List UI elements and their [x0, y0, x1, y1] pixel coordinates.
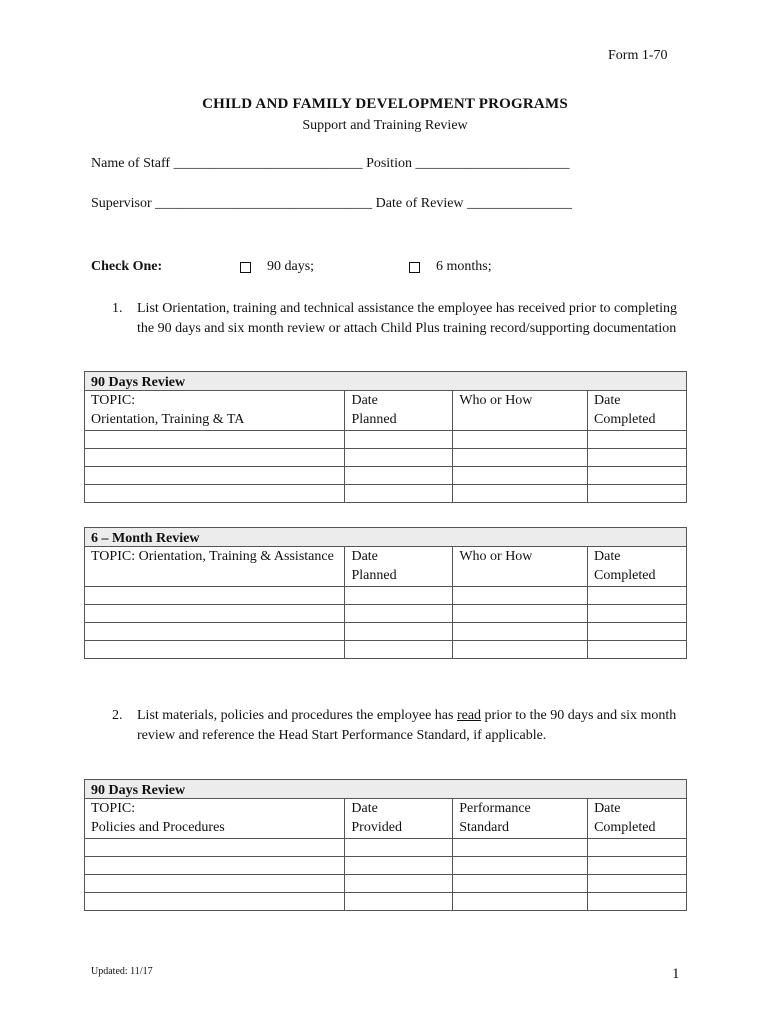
- table-cell[interactable]: [453, 893, 588, 911]
- table-cell[interactable]: [85, 485, 345, 503]
- table-cell[interactable]: [588, 857, 687, 875]
- column-performance-standard: Performance Standard: [453, 799, 588, 839]
- table-cell[interactable]: [85, 605, 345, 623]
- table-cell[interactable]: [345, 467, 453, 485]
- table-cell[interactable]: [588, 875, 687, 893]
- table-cell[interactable]: [588, 449, 687, 467]
- table-cell[interactable]: [85, 431, 345, 449]
- table-cell[interactable]: [588, 587, 687, 605]
- table-cell[interactable]: [85, 893, 345, 911]
- name-of-staff-field[interactable]: ___________________________: [173, 156, 363, 171]
- table-cell[interactable]: [85, 587, 345, 605]
- position-field[interactable]: ______________________: [415, 156, 570, 171]
- table-cell[interactable]: [345, 485, 453, 503]
- table-cell[interactable]: [85, 623, 345, 641]
- table-90-days-policies: [84, 779, 687, 911]
- supervisor-label: Supervisor: [91, 196, 152, 211]
- item-1-number: 1.: [112, 301, 123, 316]
- table-row: [85, 605, 687, 623]
- table-row: [85, 857, 687, 875]
- column-topic: TOPIC: Orientation, Training & Assistance: [85, 547, 345, 587]
- table-cell[interactable]: [85, 839, 345, 857]
- table-cell[interactable]: [588, 467, 687, 485]
- column-date-completed: Date Completed: [588, 547, 687, 587]
- column-who-or-how: Who or How: [453, 391, 588, 431]
- table-cell[interactable]: [85, 449, 345, 467]
- column-topic: TOPIC: Policies and Procedures: [85, 799, 345, 839]
- option-6-months[interactable]: [409, 259, 492, 275]
- table-row: [85, 623, 687, 641]
- table-cell[interactable]: [345, 641, 453, 659]
- table-cell[interactable]: [345, 449, 453, 467]
- check-one-label: Check One:: [91, 259, 163, 274]
- table-cell[interactable]: [453, 857, 588, 875]
- table-cell[interactable]: [453, 641, 588, 659]
- supervisor-field[interactable]: _______________________________: [155, 196, 373, 211]
- column-date-completed: Date Completed: [588, 391, 687, 431]
- table-cell[interactable]: [588, 839, 687, 857]
- table-header: 90 Days Review: [85, 372, 687, 391]
- document-title: CHILD AND FAMILY DEVELOPMENT PROGRAMS: [202, 96, 568, 112]
- table-header: 90 Days Review: [85, 780, 687, 799]
- item-2-number: 2.: [112, 708, 123, 723]
- table-cell[interactable]: [453, 587, 588, 605]
- table-cell[interactable]: [85, 641, 345, 659]
- column-date-planned: Date Planned: [345, 391, 453, 431]
- column-who-or-how: Who or How: [453, 547, 588, 587]
- table-header: 6 – Month Review: [85, 528, 687, 547]
- table-cell[interactable]: [588, 485, 687, 503]
- table-cell[interactable]: [345, 839, 453, 857]
- instruction-item-1: [112, 299, 682, 339]
- table-row: [85, 641, 687, 659]
- table-cell[interactable]: [345, 605, 453, 623]
- table-row: [85, 839, 687, 857]
- column-date-planned: Date Planned: [345, 547, 453, 587]
- table-cell[interactable]: [453, 485, 588, 503]
- table-cell[interactable]: [588, 641, 687, 659]
- table-cell[interactable]: [453, 623, 588, 641]
- table-cell[interactable]: [345, 587, 453, 605]
- option-6-months-label: 6 months;: [436, 259, 492, 274]
- table-90-days-training: [84, 371, 687, 503]
- table-cell[interactable]: [345, 431, 453, 449]
- checkbox-90-days[interactable]: [240, 262, 251, 273]
- item-2-text-after: prior to the 90 days and six month review and reference the Head Start Performance Standard, if applicable.: [137, 708, 677, 743]
- option-90-days-label: 90 days;: [267, 259, 315, 274]
- column-topic: TOPIC: Orientation, Training & TA: [85, 391, 345, 431]
- form-number: Form 1-70: [608, 48, 668, 63]
- table-cell[interactable]: [345, 623, 453, 641]
- name-of-staff-label: Name of Staff: [91, 156, 171, 171]
- table-cell[interactable]: [453, 431, 588, 449]
- checkbox-6-months[interactable]: [409, 262, 420, 273]
- item-2-text-before: List materials, policies and procedures the employee has: [137, 708, 457, 723]
- table-row: [85, 449, 687, 467]
- table-cell[interactable]: [85, 857, 345, 875]
- table-cell[interactable]: [85, 467, 345, 485]
- table-cell[interactable]: [345, 893, 453, 911]
- item-1-text: List Orientation, training and technical assistance the employee has received prior to completing the 90 days and six month review or attach Child Plus training record/supporting documentation: [137, 301, 677, 336]
- table-6-month-review: [84, 527, 687, 659]
- option-90-days[interactable]: [240, 259, 314, 275]
- date-of-review-label: Date of Review: [375, 196, 464, 211]
- table-cell[interactable]: [588, 431, 687, 449]
- table-cell[interactable]: [453, 839, 588, 857]
- instruction-item-2: [112, 706, 682, 746]
- staff-position-row: [91, 156, 569, 172]
- table-row: [85, 485, 687, 503]
- table-cell[interactable]: [453, 605, 588, 623]
- table-row: [85, 431, 687, 449]
- table-cell[interactable]: [345, 857, 453, 875]
- date-of-review-field[interactable]: _______________: [467, 196, 573, 211]
- table-cell[interactable]: [453, 875, 588, 893]
- supervisor-date-row: [91, 196, 572, 212]
- column-date-provided: Date Provided: [345, 799, 453, 839]
- position-label: Position: [366, 156, 412, 171]
- table-cell[interactable]: [588, 605, 687, 623]
- table-cell[interactable]: [453, 449, 588, 467]
- table-row: [85, 875, 687, 893]
- table-cell[interactable]: [85, 875, 345, 893]
- table-cell[interactable]: [588, 893, 687, 911]
- item-2-text-underlined: read: [456, 708, 482, 723]
- column-date-completed: Date Completed: [588, 799, 687, 839]
- table-row: [85, 587, 687, 605]
- table-cell[interactable]: [588, 623, 687, 641]
- item-2-text: [137, 706, 682, 746]
- table-row: [85, 467, 687, 485]
- table-row: [85, 893, 687, 911]
- table-cell[interactable]: [345, 875, 453, 893]
- document-subtitle: Support and Training Review: [302, 118, 468, 133]
- page-number: 1: [672, 966, 680, 982]
- table-cell[interactable]: [453, 467, 588, 485]
- updated-date: Updated: 11/17: [91, 966, 153, 977]
